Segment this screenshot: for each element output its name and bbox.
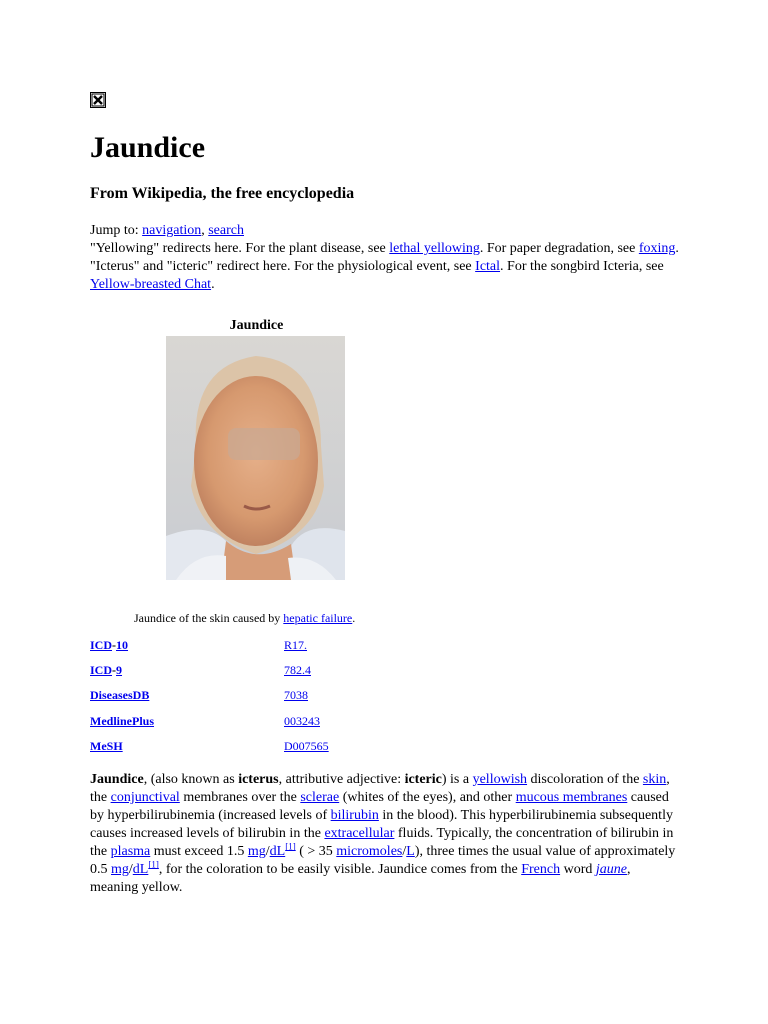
infobox-key: ICD-9 [90,663,123,677]
infobox-key [90,686,149,704]
dl-link[interactable]: dL [132,862,149,877]
hepatic-failure-link[interactable]: hepatic failure [283,611,353,625]
conjunctival-link[interactable]: conjunctival [110,790,180,805]
extracellular-link[interactable]: extracellular [324,826,395,841]
icterus-hatnote: "Icterus" and "icteric" redirect here. For the physiological event, see Ictal. For the songbird Icteria, see Yellow-breasted Chat. [90,259,664,292]
icd-link[interactable]: ICD [90,638,113,652]
litre-link[interactable]: L [406,844,415,859]
hatnote [90,222,680,294]
medlineplus-value-link[interactable]: 003243 [284,714,320,728]
micromoles-link[interactable]: micromoles [336,844,403,859]
infobox-key: ICD-10 [90,638,129,652]
icd10-link[interactable]: 10 [116,638,129,652]
reference-1-link[interactable]: [1] [148,859,159,870]
bilirubin-link[interactable]: bilirubin [330,808,379,823]
ictal-link[interactable]: Ictal [475,259,501,274]
mg-link[interactable]: mg [111,862,129,877]
diseasesdb-value-link[interactable]: 7038 [284,688,308,702]
navigation-link[interactable]: navigation [142,223,202,238]
plasma-link[interactable]: plasma [110,844,151,859]
french-link[interactable]: French [521,862,561,877]
yellow-breasted-chat-link[interactable]: Yellow-breasted Chat [90,277,212,292]
mucous-membranes-link[interactable]: mucous membranes [515,790,628,805]
icd10-value-link[interactable]: R17. [284,638,308,652]
icd9-value-link[interactable]: 782.4 [284,663,311,677]
infobox-title: Jaundice [229,318,284,333]
reference-1-link[interactable]: [1] [285,841,296,852]
skin-link[interactable]: skin [642,772,667,787]
image-caption: Jaundice of the skin caused by hepatic failure. [134,611,356,625]
sclerae-link[interactable]: sclerae [300,790,340,805]
medlineplus-link[interactable]: MedlinePlus [90,714,155,728]
search-link[interactable]: search [208,223,244,238]
lethal-yellowing-link[interactable]: lethal yellowing [389,241,480,256]
dl-link[interactable]: dL [269,844,286,859]
jaundice-patient-photo[interactable] [166,336,345,580]
infobox-key [90,712,154,730]
yellowish-link[interactable]: yellowish [472,772,528,787]
broken-image-icon [90,92,106,108]
jaune-link[interactable]: jaune [595,862,627,877]
mesh-value-link[interactable]: D007565 [284,739,329,753]
mg-link[interactable]: mg [247,844,266,859]
jump-to-line: Jump to: navigation, search [90,223,244,238]
yellowing-hatnote: "Yellowing" redirects here. For the plant disease, see lethal yellowing. For paper degradation, see foxing. [90,241,679,256]
infobox-key [90,737,123,755]
foxing-link[interactable]: foxing [638,241,676,256]
icd9-link[interactable]: 9 [116,663,123,677]
mesh-link[interactable]: MeSH [90,739,123,753]
page-subtitle: From Wikipedia, the free encyclopedia [90,185,355,202]
page-title: Jaundice [90,131,206,164]
icd-link[interactable]: ICD [90,663,113,677]
diseasesdb-link[interactable]: DiseasesDB [90,688,150,702]
lead-paragraph: Jaundice, (also known as icterus, attributive adjective: icteric) is a yellowish discoloration of the skin, the conjunctival membranes over the sclerae (whites of the eyes), and other mucous membranes caused by hyperbilirubinemia (increased levels of bilirubin in the blood). This hyperbilirubinemia subsequently causes increased levels of bilirubin in the extracellular fluids. Typically, the concentration of bilirubin in the plasma must exceed 1.5 mg/dL[1] ( > 35 micromoles/L), three times the usual value of approximately 0.5 mg/dL[1], for the coloration to be easily visible. Jaundice comes from the French word jaune, meaning yellow. [90,772,676,895]
